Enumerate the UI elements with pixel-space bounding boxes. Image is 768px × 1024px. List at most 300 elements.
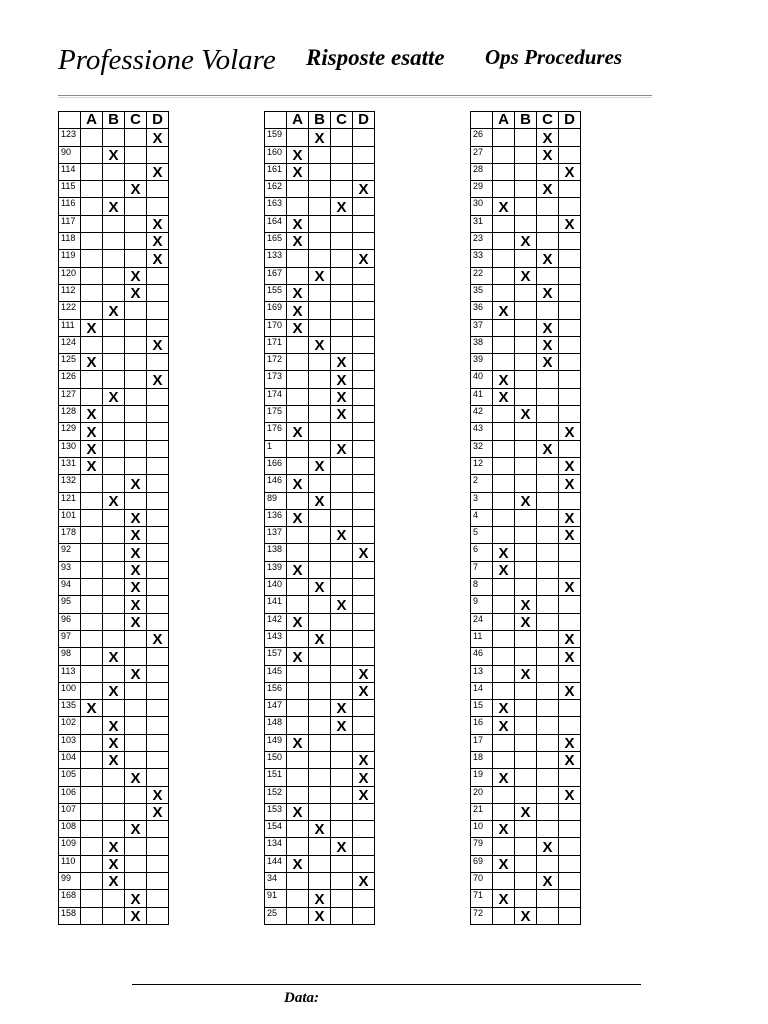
answer-cell-empty bbox=[353, 630, 375, 647]
answer-cell-empty bbox=[147, 838, 169, 855]
answer-cell-empty bbox=[81, 267, 103, 284]
answer-cell-empty bbox=[353, 648, 375, 665]
answer-cell-empty bbox=[147, 406, 169, 423]
question-number: 130 bbox=[59, 440, 81, 457]
question-number: 21 bbox=[471, 803, 493, 820]
answer-cell-empty bbox=[559, 855, 581, 872]
table-row bbox=[471, 717, 581, 734]
table-row bbox=[265, 163, 375, 180]
question-number: 120 bbox=[59, 267, 81, 284]
answer-cell-empty bbox=[309, 665, 331, 682]
answer-mark: X bbox=[103, 838, 125, 855]
answer-cell-empty bbox=[559, 406, 581, 423]
answer-mark: X bbox=[125, 890, 147, 907]
answer-cell-empty bbox=[537, 561, 559, 578]
header-divider-shadow bbox=[58, 97, 652, 98]
table-row bbox=[265, 423, 375, 440]
option-header-a: A bbox=[493, 112, 515, 129]
answer-cell-empty bbox=[103, 579, 125, 596]
table-row bbox=[265, 838, 375, 855]
table-row bbox=[59, 821, 169, 838]
answer-cell-empty bbox=[537, 786, 559, 803]
answer-cell-empty bbox=[309, 250, 331, 267]
answer-cell-empty bbox=[147, 388, 169, 405]
question-number: 41 bbox=[471, 388, 493, 405]
table-row bbox=[59, 838, 169, 855]
question-number: 96 bbox=[59, 613, 81, 630]
answer-cell-empty bbox=[493, 579, 515, 596]
question-number: 137 bbox=[265, 527, 287, 544]
table-row bbox=[265, 803, 375, 820]
answer-cell-empty bbox=[125, 855, 147, 872]
answer-cell-empty bbox=[81, 302, 103, 319]
answer-cell-empty bbox=[81, 751, 103, 768]
answer-cell-empty bbox=[147, 527, 169, 544]
table-row bbox=[59, 233, 169, 250]
answer-cell-empty bbox=[309, 734, 331, 751]
answer-cell-empty bbox=[287, 751, 309, 768]
answer-mark: X bbox=[537, 284, 559, 301]
table-row bbox=[471, 544, 581, 561]
question-number: 94 bbox=[59, 579, 81, 596]
question-number: 2 bbox=[471, 475, 493, 492]
answer-cell-empty bbox=[125, 198, 147, 215]
answer-cell-empty bbox=[125, 717, 147, 734]
answer-cell-empty bbox=[81, 613, 103, 630]
answer-cell-empty bbox=[81, 648, 103, 665]
answer-cell-empty bbox=[515, 284, 537, 301]
answer-cell-empty bbox=[559, 890, 581, 907]
table-row bbox=[59, 406, 169, 423]
question-number: 27 bbox=[471, 146, 493, 163]
answer-cell-empty bbox=[147, 873, 169, 890]
question-number: 107 bbox=[59, 803, 81, 820]
answer-cell-empty bbox=[559, 769, 581, 786]
table-row bbox=[265, 198, 375, 215]
answer-cell-empty bbox=[559, 613, 581, 630]
answer-mark: X bbox=[537, 181, 559, 198]
answer-mark: X bbox=[559, 648, 581, 665]
table-row bbox=[471, 423, 581, 440]
answer-cell-empty bbox=[103, 821, 125, 838]
table-row bbox=[59, 613, 169, 630]
question-number: 34 bbox=[265, 873, 287, 890]
table-row bbox=[59, 129, 169, 146]
answer-cell-empty bbox=[103, 700, 125, 717]
answer-cell-empty bbox=[537, 388, 559, 405]
answer-cell-empty bbox=[515, 700, 537, 717]
answer-cell-empty bbox=[515, 630, 537, 647]
question-number: 31 bbox=[471, 215, 493, 232]
table-row bbox=[265, 596, 375, 613]
answer-cell-empty bbox=[287, 544, 309, 561]
answer-cell-empty bbox=[103, 613, 125, 630]
table-row bbox=[265, 440, 375, 457]
answer-mark: X bbox=[331, 388, 353, 405]
answer-cell-empty bbox=[287, 267, 309, 284]
table-row bbox=[471, 855, 581, 872]
answer-mark: X bbox=[103, 302, 125, 319]
answer-cell-empty bbox=[515, 682, 537, 699]
answer-mark: X bbox=[515, 907, 537, 924]
answer-cell-empty bbox=[81, 579, 103, 596]
question-number: 142 bbox=[265, 613, 287, 630]
table-row bbox=[59, 146, 169, 163]
answer-mark: X bbox=[515, 233, 537, 250]
answer-cell-empty bbox=[147, 855, 169, 872]
answer-cell-empty bbox=[103, 163, 125, 180]
answer-cell-empty bbox=[331, 855, 353, 872]
answer-cell-empty bbox=[103, 527, 125, 544]
table-row bbox=[471, 734, 581, 751]
answer-mark: X bbox=[331, 354, 353, 371]
table-row bbox=[265, 492, 375, 509]
answer-cell-empty bbox=[515, 527, 537, 544]
answer-cell-empty bbox=[103, 786, 125, 803]
table-row bbox=[59, 319, 169, 336]
answer-cell-empty bbox=[309, 769, 331, 786]
answer-cell-empty bbox=[287, 129, 309, 146]
answer-mark: X bbox=[559, 734, 581, 751]
header-row bbox=[265, 112, 375, 129]
answer-cell-empty bbox=[515, 371, 537, 388]
answer-cell-empty bbox=[537, 717, 559, 734]
answer-cell-empty bbox=[537, 371, 559, 388]
answer-mark: X bbox=[493, 371, 515, 388]
answer-cell-empty bbox=[515, 561, 537, 578]
answer-cell-empty bbox=[147, 544, 169, 561]
answer-cell-empty bbox=[515, 821, 537, 838]
answer-cell-empty bbox=[103, 319, 125, 336]
answer-cell-empty bbox=[309, 544, 331, 561]
table-row bbox=[265, 751, 375, 768]
answer-cell-empty bbox=[287, 250, 309, 267]
answer-cell-empty bbox=[309, 163, 331, 180]
answer-cell-empty bbox=[493, 233, 515, 250]
answer-cell-empty bbox=[147, 302, 169, 319]
question-number: 23 bbox=[471, 233, 493, 250]
table-row bbox=[59, 354, 169, 371]
question-number: 17 bbox=[471, 734, 493, 751]
question-number: 19 bbox=[471, 769, 493, 786]
answer-cell-empty bbox=[81, 821, 103, 838]
answer-cell-empty bbox=[81, 890, 103, 907]
answer-cell-empty bbox=[537, 665, 559, 682]
question-number: 70 bbox=[471, 873, 493, 890]
answer-cell-empty bbox=[493, 406, 515, 423]
answer-cell-empty bbox=[559, 233, 581, 250]
question-number: 151 bbox=[265, 769, 287, 786]
answer-cell-empty bbox=[125, 751, 147, 768]
answer-cell-empty bbox=[537, 700, 559, 717]
question-number: 109 bbox=[59, 838, 81, 855]
answer-cell-empty bbox=[493, 146, 515, 163]
answer-cell-empty bbox=[331, 579, 353, 596]
table-row bbox=[471, 457, 581, 474]
answer-cell-empty bbox=[103, 233, 125, 250]
answer-cell-empty bbox=[125, 682, 147, 699]
answer-cell-empty bbox=[537, 734, 559, 751]
answer-cell-empty bbox=[515, 354, 537, 371]
answer-mark: X bbox=[493, 821, 515, 838]
question-number: 20 bbox=[471, 786, 493, 803]
table-row bbox=[59, 492, 169, 509]
answer-cell-empty bbox=[537, 163, 559, 180]
answer-cell-empty bbox=[353, 475, 375, 492]
answer-cell-empty bbox=[559, 319, 581, 336]
answer-mark: X bbox=[147, 630, 169, 647]
answer-mark: X bbox=[125, 821, 147, 838]
answer-cell-empty bbox=[147, 769, 169, 786]
answer-cell-empty bbox=[493, 682, 515, 699]
answer-cell-empty bbox=[515, 457, 537, 474]
answer-mark: X bbox=[537, 319, 559, 336]
question-number: 135 bbox=[59, 700, 81, 717]
table-row bbox=[265, 665, 375, 682]
table-row bbox=[471, 354, 581, 371]
answer-cell-empty bbox=[353, 423, 375, 440]
answer-cell-empty bbox=[493, 181, 515, 198]
answer-cell-empty bbox=[309, 440, 331, 457]
answer-cell-empty bbox=[287, 440, 309, 457]
answer-mark: X bbox=[287, 146, 309, 163]
table-row bbox=[59, 700, 169, 717]
answer-mark: X bbox=[559, 475, 581, 492]
answer-mark: X bbox=[103, 198, 125, 215]
answer-mark: X bbox=[125, 527, 147, 544]
answer-cell-empty bbox=[353, 319, 375, 336]
answer-mark: X bbox=[559, 579, 581, 596]
answer-cell-empty bbox=[537, 890, 559, 907]
answer-cell-empty bbox=[331, 457, 353, 474]
question-number: 29 bbox=[471, 181, 493, 198]
answer-mark: X bbox=[537, 250, 559, 267]
answer-mark: X bbox=[125, 181, 147, 198]
answer-cell-empty bbox=[331, 561, 353, 578]
answer-cell-empty bbox=[81, 544, 103, 561]
answer-cell-empty bbox=[331, 181, 353, 198]
answer-cell-empty bbox=[103, 284, 125, 301]
answer-cell-empty bbox=[515, 786, 537, 803]
answer-cell-empty bbox=[103, 440, 125, 457]
answer-cell-empty bbox=[287, 336, 309, 353]
answer-cell-empty bbox=[515, 475, 537, 492]
answer-cell-empty bbox=[103, 267, 125, 284]
question-number: 22 bbox=[471, 267, 493, 284]
answer-cell-empty bbox=[331, 250, 353, 267]
table-row bbox=[59, 630, 169, 647]
question-number: 111 bbox=[59, 319, 81, 336]
question-number: 136 bbox=[265, 509, 287, 526]
answer-cell-empty bbox=[125, 457, 147, 474]
answer-cell-empty bbox=[287, 457, 309, 474]
answer-mark: X bbox=[537, 838, 559, 855]
answer-mark: X bbox=[537, 440, 559, 457]
answer-mark: X bbox=[331, 371, 353, 388]
question-number: 143 bbox=[265, 630, 287, 647]
option-header-a: A bbox=[287, 112, 309, 129]
answer-cell-empty bbox=[353, 734, 375, 751]
question-number: 24 bbox=[471, 613, 493, 630]
question-number: 7 bbox=[471, 561, 493, 578]
answer-cell-empty bbox=[331, 544, 353, 561]
answer-cell-empty bbox=[493, 596, 515, 613]
question-number: 71 bbox=[471, 890, 493, 907]
answer-cell-empty bbox=[493, 250, 515, 267]
answer-cell-empty bbox=[309, 181, 331, 198]
answer-mark: X bbox=[353, 682, 375, 699]
table-row bbox=[471, 751, 581, 768]
question-number: 95 bbox=[59, 596, 81, 613]
answer-mark: X bbox=[147, 786, 169, 803]
question-number: 37 bbox=[471, 319, 493, 336]
answer-cell-empty bbox=[309, 682, 331, 699]
answer-cell-empty bbox=[287, 406, 309, 423]
table-row bbox=[471, 786, 581, 803]
answer-mark: X bbox=[287, 233, 309, 250]
table-row bbox=[265, 630, 375, 647]
question-number: 46 bbox=[471, 648, 493, 665]
question-number: 139 bbox=[265, 561, 287, 578]
answer-cell-empty bbox=[537, 648, 559, 665]
table-row bbox=[471, 648, 581, 665]
table-row bbox=[265, 181, 375, 198]
answer-mark: X bbox=[147, 215, 169, 232]
answer-cell-empty bbox=[81, 181, 103, 198]
answer-cell-empty bbox=[125, 406, 147, 423]
option-header-c: C bbox=[537, 112, 559, 129]
answer-mark: X bbox=[537, 129, 559, 146]
answer-cell-empty bbox=[147, 579, 169, 596]
answer-cell-empty bbox=[331, 475, 353, 492]
answer-cell-empty bbox=[537, 302, 559, 319]
answer-mark: X bbox=[103, 751, 125, 768]
answer-mark: X bbox=[353, 769, 375, 786]
table-row bbox=[59, 371, 169, 388]
answer-mark: X bbox=[559, 630, 581, 647]
answer-cell-empty bbox=[287, 717, 309, 734]
section-title: Ops Procedures bbox=[485, 45, 623, 69]
table-row bbox=[265, 336, 375, 353]
table-row bbox=[265, 354, 375, 371]
answer-cell-empty bbox=[353, 838, 375, 855]
question-number: 93 bbox=[59, 561, 81, 578]
answer-cell-empty bbox=[515, 423, 537, 440]
answer-mark: X bbox=[537, 354, 559, 371]
table-row bbox=[471, 492, 581, 509]
question-number: 1 bbox=[265, 440, 287, 457]
answer-mark: X bbox=[515, 613, 537, 630]
answer-cell-empty bbox=[331, 769, 353, 786]
answer-cell-empty bbox=[353, 129, 375, 146]
answer-cell-empty bbox=[493, 284, 515, 301]
answer-cell-empty bbox=[331, 492, 353, 509]
answer-cell-empty bbox=[147, 700, 169, 717]
answer-cell-empty bbox=[125, 492, 147, 509]
question-number: 106 bbox=[59, 786, 81, 803]
question-number: 26 bbox=[471, 129, 493, 146]
answer-mark: X bbox=[287, 423, 309, 440]
answer-mark: X bbox=[287, 734, 309, 751]
answer-cell-empty bbox=[353, 579, 375, 596]
answer-cell-empty bbox=[515, 302, 537, 319]
answer-cell-empty bbox=[103, 181, 125, 198]
table-row bbox=[59, 198, 169, 215]
answer-cell-empty bbox=[309, 284, 331, 301]
table-row bbox=[59, 181, 169, 198]
answer-cell-empty bbox=[147, 596, 169, 613]
answer-cell-empty bbox=[147, 492, 169, 509]
answer-cell-empty bbox=[353, 388, 375, 405]
answer-cell-empty bbox=[81, 146, 103, 163]
answer-cell-empty bbox=[103, 215, 125, 232]
answer-cell-empty bbox=[309, 596, 331, 613]
answer-mark: X bbox=[103, 388, 125, 405]
answer-cell-empty bbox=[103, 890, 125, 907]
answer-mark: X bbox=[493, 855, 515, 872]
answer-mark: X bbox=[331, 527, 353, 544]
question-number: 159 bbox=[265, 129, 287, 146]
answer-cell-empty bbox=[493, 907, 515, 924]
answer-cell-empty bbox=[353, 803, 375, 820]
answer-mark: X bbox=[287, 648, 309, 665]
table-row bbox=[59, 873, 169, 890]
answer-cell-empty bbox=[103, 475, 125, 492]
answer-cell-empty bbox=[331, 751, 353, 768]
answer-cell-empty bbox=[147, 509, 169, 526]
answer-cell-empty bbox=[515, 769, 537, 786]
answer-cell-empty bbox=[287, 596, 309, 613]
answer-cell-empty bbox=[81, 734, 103, 751]
answer-cell-empty bbox=[81, 198, 103, 215]
answer-cell-empty bbox=[147, 682, 169, 699]
answer-cell-empty bbox=[287, 181, 309, 198]
table-row bbox=[265, 873, 375, 890]
table-row bbox=[265, 579, 375, 596]
answer-cell-empty bbox=[537, 613, 559, 630]
table-row bbox=[265, 267, 375, 284]
answer-cell-empty bbox=[353, 561, 375, 578]
answer-cell-empty bbox=[559, 371, 581, 388]
answer-mark: X bbox=[493, 544, 515, 561]
question-number: 103 bbox=[59, 734, 81, 751]
answer-cell-empty bbox=[287, 665, 309, 682]
answer-mark: X bbox=[331, 406, 353, 423]
table-row bbox=[265, 700, 375, 717]
answer-cell-empty bbox=[125, 734, 147, 751]
answer-mark: X bbox=[81, 319, 103, 336]
question-number: 115 bbox=[59, 181, 81, 198]
question-number-header bbox=[471, 112, 493, 129]
table-row bbox=[471, 284, 581, 301]
answer-cell-empty bbox=[309, 873, 331, 890]
answer-cell-empty bbox=[103, 544, 125, 561]
answer-cell-empty bbox=[559, 492, 581, 509]
answer-cell-empty bbox=[309, 354, 331, 371]
answer-cell-empty bbox=[125, 838, 147, 855]
question-number: 42 bbox=[471, 406, 493, 423]
answer-cell-empty bbox=[81, 786, 103, 803]
answer-cell-empty bbox=[103, 250, 125, 267]
question-number: 104 bbox=[59, 751, 81, 768]
answer-mark: X bbox=[559, 682, 581, 699]
answer-mark: X bbox=[103, 855, 125, 872]
answer-cell-empty bbox=[353, 440, 375, 457]
answer-cell-empty bbox=[147, 648, 169, 665]
question-number: 154 bbox=[265, 821, 287, 838]
table-row bbox=[265, 406, 375, 423]
table-row bbox=[471, 509, 581, 526]
